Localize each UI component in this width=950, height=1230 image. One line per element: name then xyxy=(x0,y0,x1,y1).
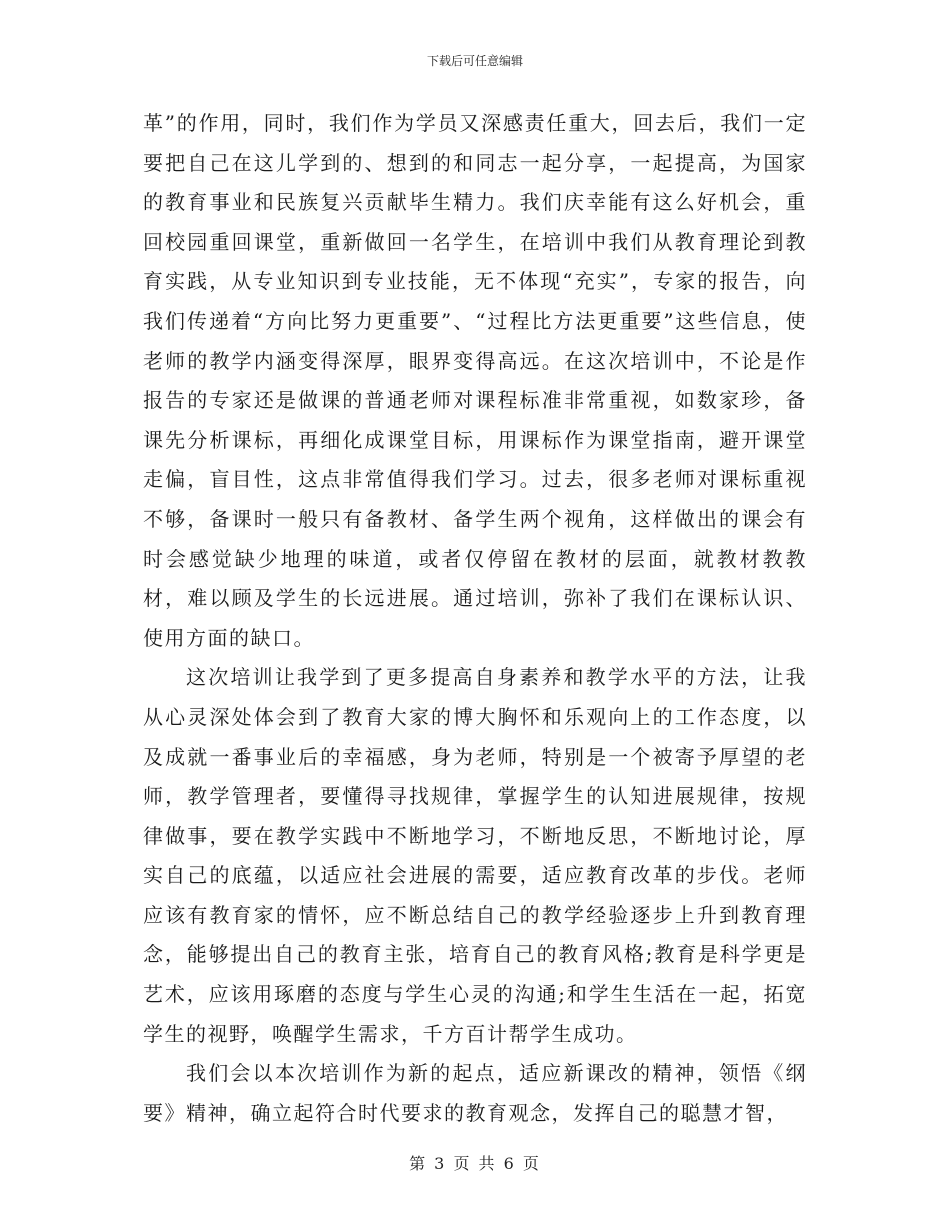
document-body xyxy=(143,104,807,1133)
page-footer-page-number: 第 3 页 共 6 页 xyxy=(409,1154,541,1173)
paragraph: 这次培训让我学到了更多提高自身素养和教学水平的方法，让我从心灵深处体会到了教育大家的博大胸怀和乐观向上的工作态度，以及成就一番事业后的幸福感，身为老师，特别是一个被寄予厚望的老师，教学管理者，要懂得寻找规律，掌握学生的认知进展规律，按规律做事，要在教学实践中不断地学习，不断地反思，不断地讨论，厚实自己的底蕴，以适应社会进展的需要，适应教育改革的步伐。老师应该有教育家的情怀，应不断总结自己的教学经验逐步上升到教育理念，能够提出自己的教育主张，培育自己的教育风格;教育是科学更是艺术，应该用琢磨的态度与学生心灵的沟通;和学生生活在一起，拓宽学生的视野，唤醒学生需求，千方百计帮学生成功。 xyxy=(143,665,807,1046)
page-header: 下载后可任意编辑 xyxy=(426,54,523,68)
paragraph: 我们会以本次培训作为新的起点，适应新课改的精神，领悟《纲要》精神，确立起符合时代要求的教育观念，发挥自己的聪慧才智， xyxy=(143,1061,807,1125)
paragraph-continued: 革”的作用，同时，我们作为学员又深感责任重大，回去后，我们一定要把自己在这儿学到的、想到的和同志一起分享，一起提高，为国家的教育事业和民族复兴贡献毕生精力。我们庆幸能有这么好机会，重回校园重回课堂，重新做回一名学生，在培训中我们从教育理论到教育实践，从专业知识到专业技能，无不体现“充实”，专家的报告，向我们传递着“方向比努力更重要”、“过程比方法更重要”这些信息，使老师的教学内涵变得深厚，眼界变得高远。在这次培训中，不论是作报告的专家还是做课的普通老师对课程标准非常重视，如数家珍，备课先分析课标，再细化成课堂目标，用课标作为课堂指南，避开课堂走偏，盲目性，这点非常值得我们学习。过去，很多老师对课标重视不够，备课时一般只有备教材、备学生两个视角，这样做出的课会有时会感觉缺少地理的味道，或者仅停留在教材的层面，就教材教教材，难以顾及学生的长远进展。通过培训，弥补了我们在课标认识、使用方面的缺口。 xyxy=(143,111,807,650)
